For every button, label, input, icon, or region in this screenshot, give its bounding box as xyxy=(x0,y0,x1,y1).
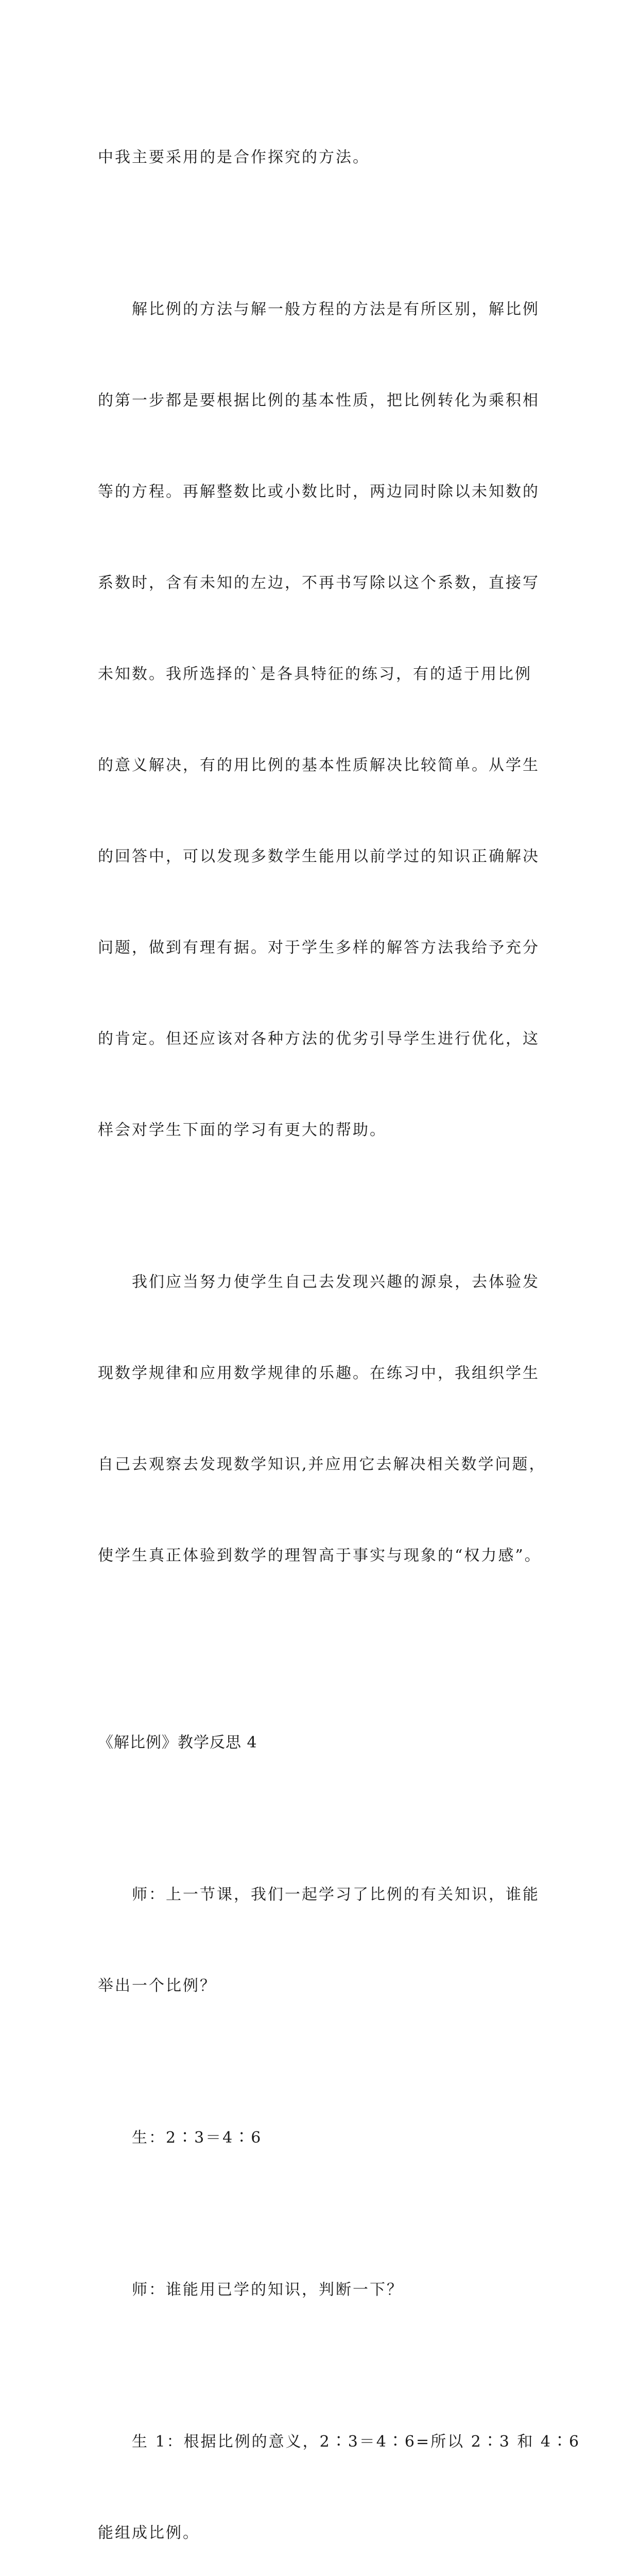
text-line: 举出一个比例？ xyxy=(98,1977,217,1995)
paragraph xyxy=(98,1206,551,1632)
heading-text: 《解比例》教学反思 4 xyxy=(98,1734,257,1752)
text-line: 问题，做到有理有据。对于学生多样的解答方法我给予充分 xyxy=(98,939,540,957)
document-body xyxy=(98,81,581,2576)
paragraph xyxy=(98,81,551,233)
text-line: 的第一步都是要根据比例的基本性质，把比例转化为乘积相 xyxy=(98,392,540,410)
text-line: 能组成比例。 xyxy=(98,2524,200,2542)
text-line: 样会对学生下面的学习有更大的帮助。 xyxy=(98,1121,387,1139)
text-line: 生 1：根据比例的意义，2∶3＝4∶6=所以 2∶3 和 4∶6 xyxy=(132,2433,581,2451)
paragraph xyxy=(98,233,551,1206)
text-line: 师：谁能用已学的知识，判断一下？ xyxy=(132,2281,404,2299)
dialogue-paragraph xyxy=(98,2214,551,2366)
section-heading xyxy=(98,1667,551,1819)
text-line: 现数学规律和应用数学规律的乐趣。在练习中，我组织学生 xyxy=(98,1364,540,1382)
dialogue-paragraph xyxy=(98,2062,551,2214)
text-line: 中我主要采用的是合作探究的方法。 xyxy=(98,148,370,166)
text-line: 系数时，含有未知的左边，不再书写除以这个系数，直接写 xyxy=(98,574,540,592)
text-line: 师：上一节课，我们一起学习了比例的有关知识，谁能 xyxy=(132,1886,540,1904)
text-line: 我们应当努力使学生自己去发现兴趣的源泉，去体验发 xyxy=(132,1273,540,1291)
text-line: 的意义解决，有的用比例的基本性质解决比较简单。从学生 xyxy=(98,756,540,774)
section-spacer xyxy=(98,1632,551,1667)
text-line: 使学生真正体验到数学的理智高于事实与现象的“权力感”。 xyxy=(98,1547,542,1565)
text-line: 生：2∶3＝4∶6 xyxy=(132,2129,263,2147)
dialogue-paragraph xyxy=(98,2366,581,2576)
text-line: 解比例的方法与解一般方程的方法是有所区别，解比例 xyxy=(132,300,540,318)
text-line: 的肯定。但还应该对各种方法的优劣引导学生进行优化，这 xyxy=(98,1030,540,1048)
text-line: 未知数。我所选择的`是各具特征的练习，有的适于用比例 xyxy=(98,665,532,683)
text-line: 自己去观察去发现数学知识,并应用它去解决相关数学问题， xyxy=(98,1455,546,1473)
dialogue-paragraph xyxy=(98,1819,551,2062)
text-line: 等的方程。再解整数比或小数比时，两边同时除以未知数的 xyxy=(98,483,540,501)
text-line: 的回答中，可以发现多数学生能用以前学过的知识正确解决 xyxy=(98,848,540,866)
